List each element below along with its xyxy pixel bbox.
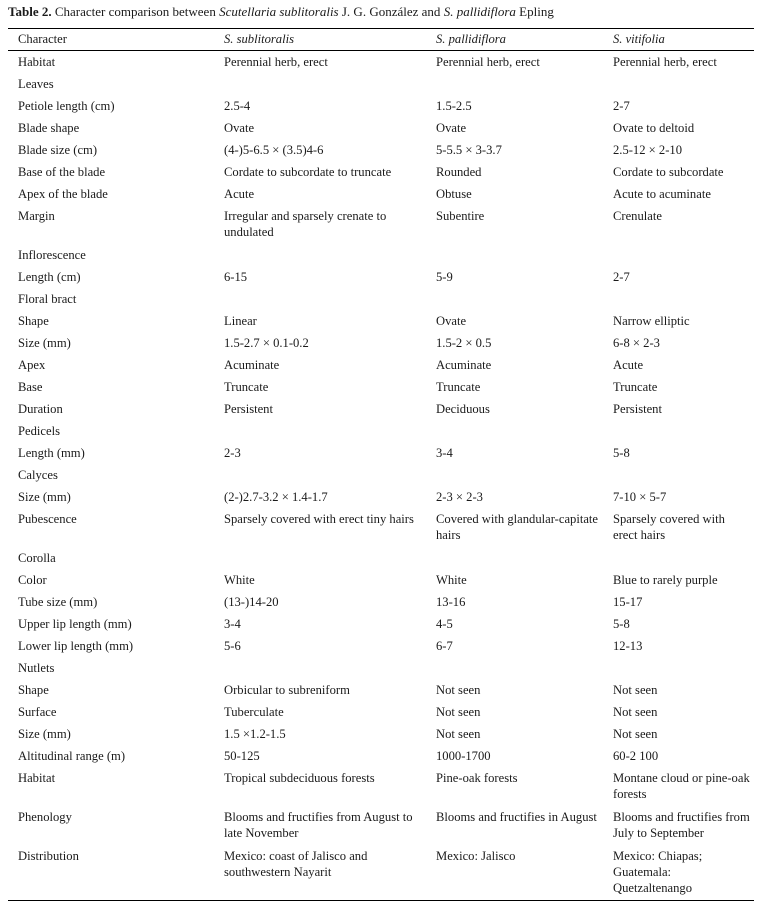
cell-vitifolia: 2-7 xyxy=(613,270,630,284)
cell-character: Length (cm) xyxy=(18,270,81,284)
cell-character: Leaves xyxy=(18,77,54,91)
cell-character: Petiole length (cm) xyxy=(18,99,115,113)
cell-pallidiflora: Truncate xyxy=(436,380,481,394)
table-row xyxy=(8,486,754,508)
cell-sublitoralis xyxy=(214,244,426,266)
cell-pallidiflora: 13-16 xyxy=(436,595,466,609)
cell-sublitoralis: Orbicular to subreniform xyxy=(224,683,350,697)
table-label: Table 2. xyxy=(8,4,52,19)
cell-vitifolia: Not seen xyxy=(613,683,658,697)
cell-pallidiflora: Ovate xyxy=(436,121,467,135)
cell-character: Lower lip length (mm) xyxy=(18,639,134,653)
cell-vitifolia: Acute to acuminate xyxy=(613,187,711,201)
cell-sublitoralis: Persistent xyxy=(224,402,273,416)
cell-vitifolia xyxy=(603,73,754,95)
cell-sublitoralis: 6-15 xyxy=(224,270,248,284)
cell-pallidiflora: 6-7 xyxy=(436,639,453,653)
cell-vitifolia: 2.5-12 × 2-10 xyxy=(613,143,683,157)
header-species-sublitoralis: S. sublitoralis xyxy=(214,29,426,51)
cell-vitifolia: Acute xyxy=(613,358,644,372)
cell-pallidiflora: Deciduous xyxy=(436,402,490,416)
cell-character: Size (mm) xyxy=(18,727,71,741)
caption-species-1: Scutellaria sublitoralis xyxy=(219,4,339,19)
cell-character: Habitat xyxy=(18,771,56,785)
cell-pallidiflora: 3-4 xyxy=(436,446,453,460)
cell-sublitoralis: Ovate xyxy=(224,121,255,135)
table-row xyxy=(8,161,754,183)
cell-pallidiflora: Subentire xyxy=(436,209,485,223)
cell-character: Length (mm) xyxy=(18,446,85,460)
caption-species-2: S. pallidiflora xyxy=(443,4,516,19)
cell-sublitoralis: (13-)14-20 xyxy=(224,595,279,609)
cell-character: Inflorescence xyxy=(18,248,86,262)
cell-sublitoralis xyxy=(214,657,426,679)
header-species-pallidiflora: S. pallidiflora xyxy=(426,29,603,51)
table-row xyxy=(8,464,754,486)
cell-character: Base of the blade xyxy=(18,165,106,179)
cell-vitifolia: Persistent xyxy=(613,402,662,416)
cell-pallidiflora: Not seen xyxy=(436,705,481,719)
table-row xyxy=(8,657,754,679)
cell-character: Duration xyxy=(18,402,63,416)
cell-vitifolia: Mexico: Chiapas; Guatemala: Quetzaltenango xyxy=(603,845,754,901)
cell-vitifolia: 5-8 xyxy=(613,446,630,460)
cell-sublitoralis: Perennial herb, erect xyxy=(224,55,328,69)
table-row xyxy=(8,613,754,635)
table-row xyxy=(8,679,754,701)
cell-sublitoralis: 2-3 xyxy=(224,446,241,460)
table-row xyxy=(8,332,754,354)
table-row xyxy=(8,420,754,442)
caption-text-2: J. G. González and xyxy=(338,4,444,19)
cell-character: Size (mm) xyxy=(18,490,71,504)
table-row xyxy=(8,508,754,547)
cell-vitifolia: Cordate to subcordate xyxy=(613,165,724,179)
cell-pallidiflora xyxy=(426,547,603,569)
table-row xyxy=(8,701,754,723)
cell-pallidiflora xyxy=(426,73,603,95)
cell-sublitoralis: (2-)2.7-3.2 × 1.4-1.7 xyxy=(224,490,328,504)
table-row xyxy=(8,183,754,205)
cell-character: Calyces xyxy=(18,468,58,482)
cell-pallidiflora: Ovate xyxy=(436,314,467,328)
table-row xyxy=(8,745,754,767)
cell-pallidiflora: Not seen xyxy=(436,683,481,697)
cell-character: Size (mm) xyxy=(18,336,71,350)
cell-sublitoralis: Mexico: coast of Jalisco and southwestern Nayarit xyxy=(214,845,426,901)
table-row xyxy=(8,442,754,464)
cell-pallidiflora: Obtuse xyxy=(436,187,472,201)
cell-character: Apex xyxy=(18,358,46,372)
table-row xyxy=(8,73,754,95)
table-row xyxy=(8,354,754,376)
cell-vitifolia: Ovate to deltoid xyxy=(613,121,695,135)
table-row xyxy=(8,569,754,591)
table-row xyxy=(8,845,754,901)
table-row xyxy=(8,139,754,161)
cell-pallidiflora: Acuminate xyxy=(436,358,492,372)
cell-sublitoralis: Acute xyxy=(224,187,255,201)
cell-vitifolia: Crenulate xyxy=(613,209,662,223)
cell-vitifolia xyxy=(603,420,754,442)
header-character: Character xyxy=(8,29,214,51)
cell-character: Distribution xyxy=(8,845,214,901)
table-row xyxy=(8,806,754,845)
cell-character: Blade shape xyxy=(18,121,80,135)
cell-sublitoralis: (4-)5-6.5 × (3.5)4-6 xyxy=(224,143,324,157)
cell-sublitoralis xyxy=(214,73,426,95)
cell-vitifolia: Sparsely covered with erect hairs xyxy=(613,512,725,542)
cell-sublitoralis: 2.5-4 xyxy=(224,99,251,113)
table-row xyxy=(8,376,754,398)
cell-character: Shape xyxy=(18,683,49,697)
cell-vitifolia: Truncate xyxy=(613,380,658,394)
table-row xyxy=(8,767,754,806)
cell-sublitoralis: Tuberculate xyxy=(224,705,284,719)
table-row xyxy=(8,205,754,244)
cell-sublitoralis xyxy=(214,420,426,442)
cell-pallidiflora: Mexico: Jalisco xyxy=(426,845,603,901)
cell-character: Surface xyxy=(18,705,57,719)
cell-sublitoralis: Sparsely covered with erect tiny hairs xyxy=(224,512,414,526)
cell-sublitoralis: 50-125 xyxy=(224,749,260,763)
cell-vitifolia: Montane cloud or pine-oak forests xyxy=(613,771,750,801)
cell-pallidiflora: 4-5 xyxy=(436,617,453,631)
cell-vitifolia: 5-8 xyxy=(613,617,630,631)
cell-pallidiflora xyxy=(426,464,603,486)
cell-character: Shape xyxy=(18,314,49,328)
cell-sublitoralis: Irregular and sparsely crenate to undulated xyxy=(224,209,387,239)
cell-pallidiflora: Not seen xyxy=(436,727,481,741)
cell-pallidiflora xyxy=(426,244,603,266)
cell-pallidiflora xyxy=(426,657,603,679)
cell-pallidiflora: 5-9 xyxy=(436,270,453,284)
cell-vitifolia: Not seen xyxy=(613,727,658,741)
cell-pallidiflora: Rounded xyxy=(436,165,482,179)
cell-pallidiflora: 2-3 × 2-3 xyxy=(436,490,483,504)
cell-character: Margin xyxy=(18,209,55,223)
cell-sublitoralis: Cordate to subcordate to truncate xyxy=(224,165,392,179)
table-row xyxy=(8,547,754,569)
cell-pallidiflora: Blooms and fructifies in August xyxy=(436,810,597,824)
cell-sublitoralis: 5-6 xyxy=(224,639,241,653)
cell-sublitoralis: 1.5-2.7 × 0.1-0.2 xyxy=(224,336,309,350)
table-body xyxy=(8,51,754,901)
table-row xyxy=(8,51,754,74)
cell-pallidiflora xyxy=(426,420,603,442)
cell-character: Floral bract xyxy=(18,292,77,306)
cell-vitifolia xyxy=(603,464,754,486)
table-row xyxy=(8,95,754,117)
cell-pallidiflora: Perennial herb, erect xyxy=(436,55,540,69)
table-row xyxy=(8,244,754,266)
cell-character: Blade size (cm) xyxy=(18,143,98,157)
table-row xyxy=(8,591,754,613)
cell-vitifolia: Perennial herb, erect xyxy=(613,55,717,69)
cell-vitifolia xyxy=(603,547,754,569)
cell-pallidiflora: 1.5-2 × 0.5 xyxy=(436,336,492,350)
table-header-row xyxy=(8,29,754,51)
caption-text-1: Character comparison between xyxy=(51,4,220,19)
cell-character: Base xyxy=(18,380,43,394)
table-row xyxy=(8,266,754,288)
comparison-table xyxy=(8,28,754,901)
cell-character: Pedicels xyxy=(18,424,60,438)
cell-character: Altitudinal range (m) xyxy=(18,749,126,763)
cell-sublitoralis: Acuminate xyxy=(224,358,280,372)
cell-character: Upper lip length (mm) xyxy=(18,617,132,631)
cell-sublitoralis: Tropical subdeciduous forests xyxy=(224,771,375,785)
caption-text-3: Epling xyxy=(515,4,554,19)
cell-vitifolia: 7-10 × 5-7 xyxy=(613,490,667,504)
cell-vitifolia: Narrow elliptic xyxy=(613,314,690,328)
cell-sublitoralis: Blooms and fructifies from August to late November xyxy=(224,810,413,840)
cell-character: Pubescence xyxy=(18,512,77,526)
cell-vitifolia xyxy=(603,244,754,266)
cell-character: Corolla xyxy=(18,551,56,565)
cell-character: Color xyxy=(18,573,47,587)
cell-sublitoralis: White xyxy=(224,573,255,587)
cell-vitifolia: Blooms and fructifies from July to September xyxy=(613,810,750,840)
cell-pallidiflora xyxy=(426,288,603,310)
cell-character: Phenology xyxy=(18,810,72,824)
cell-sublitoralis: Linear xyxy=(224,314,257,328)
cell-vitifolia: Not seen xyxy=(613,705,658,719)
cell-character: Habitat xyxy=(18,55,56,69)
cell-character: Tube size (mm) xyxy=(18,595,98,609)
table-row xyxy=(8,117,754,139)
header-species-vitifolia: S. vitifolia xyxy=(603,29,754,51)
table-row xyxy=(8,635,754,657)
cell-vitifolia: 60-2 100 xyxy=(613,749,659,763)
cell-vitifolia: 2-7 xyxy=(613,99,630,113)
cell-pallidiflora: Pine-oak forests xyxy=(436,771,518,785)
cell-pallidiflora: 1.5-2.5 xyxy=(436,99,472,113)
cell-sublitoralis: 1.5 ×1.2-1.5 xyxy=(224,727,286,741)
cell-sublitoralis: Truncate xyxy=(224,380,269,394)
cell-pallidiflora: Covered with glandular-capitate hairs xyxy=(436,512,599,542)
cell-pallidiflora: White xyxy=(436,573,467,587)
table-caption xyxy=(8,4,758,20)
table-row xyxy=(8,398,754,420)
cell-vitifolia: 15-17 xyxy=(613,595,643,609)
cell-vitifolia: 12-13 xyxy=(613,639,643,653)
table-row xyxy=(8,310,754,332)
cell-sublitoralis xyxy=(214,464,426,486)
cell-pallidiflora: 1000-1700 xyxy=(436,749,491,763)
cell-vitifolia: 6-8 × 2-3 xyxy=(613,336,660,350)
cell-character: Apex of the blade xyxy=(18,187,108,201)
table-row xyxy=(8,723,754,745)
cell-sublitoralis: 3-4 xyxy=(224,617,241,631)
cell-sublitoralis xyxy=(214,288,426,310)
cell-vitifolia: Blue to rarely purple xyxy=(613,573,718,587)
table-row xyxy=(8,288,754,310)
cell-vitifolia xyxy=(603,288,754,310)
cell-pallidiflora: 5-5.5 × 3-3.7 xyxy=(436,143,502,157)
cell-character: Nutlets xyxy=(18,661,55,675)
cell-sublitoralis xyxy=(214,547,426,569)
cell-vitifolia xyxy=(603,657,754,679)
